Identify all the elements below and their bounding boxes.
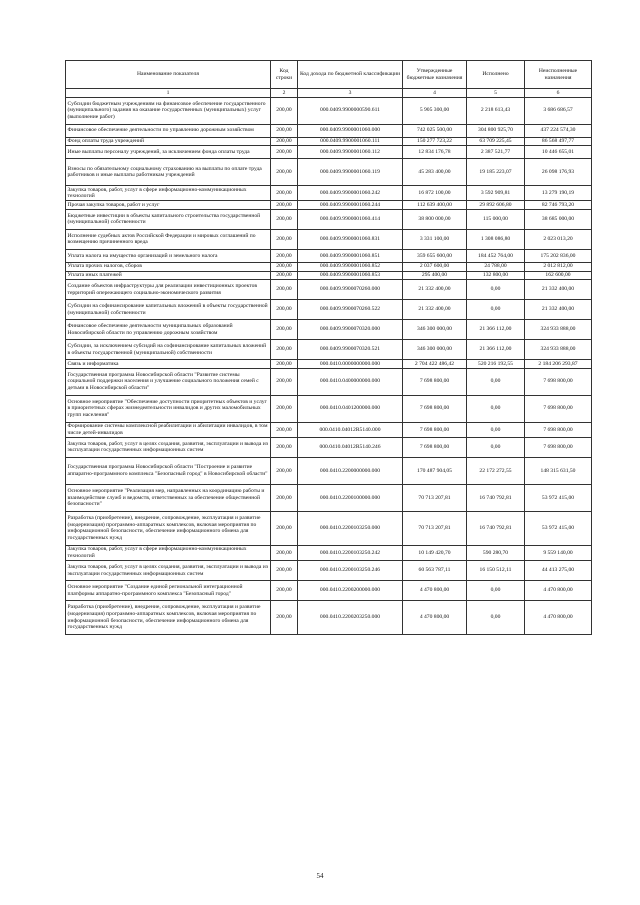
row-executed-cell: 115 000,00 [467, 209, 525, 229]
table-row [66, 457, 592, 484]
header-indicator-name: Наименование показателя [66, 61, 271, 89]
index-cell: 2 [271, 89, 298, 98]
row-income-code-cell: 000.0409.9900001060.112 [298, 146, 403, 159]
row-executed-cell: 1 308 086,80 [467, 229, 525, 249]
row-approved-cell: 346 300 000,00 [403, 320, 467, 340]
row-income-code-cell: 000.0410.2200103250.246 [298, 561, 403, 581]
row-line-code-cell: 200,00 [271, 229, 298, 249]
row-income-code-cell: 000.0410.2200000000.000 [298, 457, 403, 484]
row-approved-cell: 21 332 400,00 [403, 300, 467, 320]
row-name-cell: Бюджетные инвестиции в объекты капитального строительства государственной (муниципальной) собственности [66, 209, 271, 229]
table-row [66, 124, 592, 137]
row-approved-cell: 4 470 800,00 [403, 581, 467, 601]
row-income-code-cell: 000.0409.9900001060.852 [298, 262, 403, 271]
header-line-code: Код строки [271, 61, 298, 89]
row-name-cell: Уплата прочих налогов, сборов [66, 262, 271, 271]
row-approved-cell: 742 025 500,00 [403, 124, 467, 137]
row-name-cell: Государственная программа Новосибирской области "Развитие системы социальной поддержки населения и улучшение социального положения семей с детьми в Новосибирской области" [66, 368, 271, 395]
row-income-code-cell: 000.0410.2200100000.000 [298, 484, 403, 511]
row-line-code-cell: 200,00 [271, 262, 298, 271]
table-row [66, 368, 592, 395]
row-name-cell: Закупка товаров, работ, услуг в целях создания, развития, эксплуатации и вывода из эксплуатации государственных информационных систем [66, 561, 271, 581]
row-executed-cell: 0,00 [467, 581, 525, 601]
row-unexecuted-cell: 53 972 415,00 [525, 511, 592, 545]
page-number: 54 [316, 872, 324, 880]
row-income-code-cell: 000.0409.9900001060.851 [298, 249, 403, 262]
row-executed-cell: 0,00 [467, 437, 525, 457]
row-unexecuted-cell: 9 559 140,00 [525, 545, 592, 560]
row-approved-cell: 346 300 000,00 [403, 340, 467, 360]
row-unexecuted-cell: 2 012 812,00 [525, 262, 592, 271]
row-approved-cell: 5 905 300,00 [403, 97, 467, 124]
row-income-code-cell: 000.0410.04012R5140.000 [298, 422, 403, 437]
row-approved-cell: 7 698 800,00 [403, 368, 467, 395]
row-income-code-cell: 000.0410.2200103250.000 [298, 511, 403, 545]
row-executed-cell: 16 150 512,11 [467, 561, 525, 581]
row-income-code-cell: 000.0410.0401200000.000 [298, 395, 403, 422]
row-unexecuted-cell: 26 098 176,93 [525, 159, 592, 186]
header-approved: Утвержденные бюджетные назначения [403, 61, 467, 89]
row-name-cell: Разработка (приобретение), внедрение, сопровождение, эксплуатация и развитие (модернизация) программно-аппаратных комплексов, включая мероприятия по информационной безопасности, обеспечение информационного обмена для государственных нужд [66, 601, 271, 635]
row-unexecuted-cell: 162 600,00 [525, 271, 592, 280]
row-executed-cell: 63 709 225,45 [467, 137, 525, 146]
row-name-cell: Субсидии на софинансирование капитальных вложений в объекты государственной (муниципальной) собственности [66, 300, 271, 320]
row-approved-cell: 45 283 400,00 [403, 159, 467, 186]
table-row [66, 137, 592, 146]
row-line-code-cell: 200,00 [271, 601, 298, 635]
report-page [65, 60, 591, 635]
row-income-code-cell: 000.0410.0000000000.000 [298, 360, 403, 369]
row-income-code-cell: 000.0409.9900070260.000 [298, 280, 403, 300]
row-income-code-cell: 000.0410.2200103250.242 [298, 545, 403, 560]
row-line-code-cell: 200,00 [271, 340, 298, 360]
table-row [66, 340, 592, 360]
row-unexecuted-cell: 82 746 793,20 [525, 201, 592, 210]
row-unexecuted-cell: 7 698 800,00 [525, 395, 592, 422]
row-approved-cell: 10 149 420,70 [403, 545, 467, 560]
row-unexecuted-cell: 13 279 190,19 [525, 186, 592, 201]
row-approved-cell: 2 037 600,00 [403, 262, 467, 271]
row-unexecuted-cell: 148 315 631,50 [525, 457, 592, 484]
row-unexecuted-cell: 44 413 275,00 [525, 561, 592, 581]
row-executed-cell: 24 788,00 [467, 262, 525, 271]
budget-execution-table [65, 60, 592, 635]
row-executed-cell: 2 387 521,77 [467, 146, 525, 159]
row-executed-cell: 3 592 909,81 [467, 186, 525, 201]
row-approved-cell: 12 834 176,78 [403, 146, 467, 159]
row-executed-cell: 132 800,00 [467, 271, 525, 280]
row-income-code-cell: 000.0409.9900070320.521 [298, 340, 403, 360]
table-row [66, 360, 592, 369]
header-income-code: Код дохода по бюджетной классификации [298, 61, 403, 89]
row-executed-cell: 0,00 [467, 422, 525, 437]
table-row [66, 146, 592, 159]
row-income-code-cell: 000.0410.2200203250.000 [298, 601, 403, 635]
row-line-code-cell: 200,00 [271, 484, 298, 511]
row-line-code-cell: 200,00 [271, 159, 298, 186]
row-name-cell: Субсидии, за исключением субсидий на софинансирование капитальных вложений в объекты государственной (муниципальной) собственности [66, 340, 271, 360]
row-name-cell: Основное мероприятие "Обеспечение доступности приоритетных объектов и услуг в приоритетных сферах жизнедеятельности инвалидов и других маломобильных групп населения" [66, 395, 271, 422]
table-row [66, 249, 592, 262]
table-row [66, 97, 592, 124]
row-unexecuted-cell: 2 184 206 293,87 [525, 360, 592, 369]
row-name-cell: Закупка товаров, работ, услуг в сфере информационно-коммуникационных технологий [66, 186, 271, 201]
row-income-code-cell: 000.0409.9900001060.242 [298, 186, 403, 201]
index-cell: 4 [403, 89, 467, 98]
row-approved-cell: 7 698 800,00 [403, 437, 467, 457]
row-approved-cell: 3 331 100,00 [403, 229, 467, 249]
row-executed-cell: 2 218 613,43 [467, 97, 525, 124]
row-income-code-cell: 000.0409.9900001060.831 [298, 229, 403, 249]
row-executed-cell: 16 740 792,81 [467, 511, 525, 545]
table-index-row [66, 89, 592, 98]
table-row [66, 545, 592, 560]
row-executed-cell: 0,00 [467, 395, 525, 422]
table-row [66, 229, 592, 249]
row-name-cell: Основное мероприятие "Создание единой региональной интеграционной платформы аппаратно-программного комплекса "Безопасный город" [66, 581, 271, 601]
table-row [66, 186, 592, 201]
row-name-cell: Формирование системы комплексной реабилитации и абилитации инвалидов, в том числе детей-инвалидов [66, 422, 271, 437]
row-executed-cell: 184 452 764,00 [467, 249, 525, 262]
row-executed-cell: 590 280,70 [467, 545, 525, 560]
row-name-cell: Уплата иных платежей [66, 271, 271, 280]
table-row [66, 601, 592, 635]
header-executed: Исполнено [467, 61, 525, 89]
row-executed-cell: 21 366 112,00 [467, 320, 525, 340]
row-unexecuted-cell: 437 224 574,30 [525, 124, 592, 137]
row-approved-cell: 16 872 100,00 [403, 186, 467, 201]
row-name-cell: Связь и информатика [66, 360, 271, 369]
row-line-code-cell: 200,00 [271, 395, 298, 422]
row-approved-cell: 359 655 600,00 [403, 249, 467, 262]
row-line-code-cell: 200,00 [271, 249, 298, 262]
table-row [66, 484, 592, 511]
row-line-code-cell: 200,00 [271, 545, 298, 560]
row-name-cell: Иные выплаты персоналу учреждений, за исключением фонда оплаты труда [66, 146, 271, 159]
row-unexecuted-cell: 10 446 655,01 [525, 146, 592, 159]
row-approved-cell: 170 487 904,05 [403, 457, 467, 484]
row-unexecuted-cell: 7 698 800,00 [525, 368, 592, 395]
row-income-code-cell: 000.0409.9900001060.244 [298, 201, 403, 210]
row-approved-cell: 38 800 000,00 [403, 209, 467, 229]
index-cell: 1 [66, 89, 271, 98]
row-unexecuted-cell: 324 933 888,00 [525, 340, 592, 360]
row-approved-cell: 60 563 787,11 [403, 561, 467, 581]
table-row [66, 561, 592, 581]
row-line-code-cell: 200,00 [271, 360, 298, 369]
row-executed-cell: 0,00 [467, 280, 525, 300]
row-approved-cell: 7 698 800,00 [403, 422, 467, 437]
row-approved-cell: 21 332 400,00 [403, 280, 467, 300]
row-name-cell: Субсидии бюджетным учреждениям на финансовое обеспечение государственного (муниципального) задания на оказание государственных (муниципальных) услуг (выполнение работ) [66, 97, 271, 124]
row-unexecuted-cell: 2 023 013,20 [525, 229, 592, 249]
index-cell: 3 [298, 89, 403, 98]
row-line-code-cell: 200,00 [271, 280, 298, 300]
row-approved-cell: 70 713 207,81 [403, 511, 467, 545]
row-executed-cell: 0,00 [467, 300, 525, 320]
table-row [66, 159, 592, 186]
row-line-code-cell: 200,00 [271, 146, 298, 159]
row-unexecuted-cell: 7 698 800,00 [525, 437, 592, 457]
row-executed-cell: 16 740 792,81 [467, 484, 525, 511]
row-executed-cell: 0,00 [467, 601, 525, 635]
row-approved-cell: 112 639 400,00 [403, 201, 467, 210]
table-row [66, 581, 592, 601]
row-unexecuted-cell: 324 933 888,00 [525, 320, 592, 340]
row-unexecuted-cell: 4 470 800,00 [525, 581, 592, 601]
row-line-code-cell: 200,00 [271, 368, 298, 395]
row-name-cell: Финансовое обеспечение деятельности по управлению дорожным хозяйством [66, 124, 271, 137]
row-unexecuted-cell: 7 698 800,00 [525, 422, 592, 437]
row-line-code-cell: 200,00 [271, 437, 298, 457]
row-unexecuted-cell: 53 972 415,00 [525, 484, 592, 511]
row-name-cell: Финансовое обеспечение деятельности муниципальных образований Новосибирской области по управлению дорожным хозяйством [66, 320, 271, 340]
row-executed-cell: 21 366 112,00 [467, 340, 525, 360]
table-row [66, 422, 592, 437]
row-income-code-cell: 000.0409.9900001060.853 [298, 271, 403, 280]
row-unexecuted-cell: 86 568 497,77 [525, 137, 592, 146]
index-cell: 6 [525, 89, 592, 98]
row-name-cell: Взносы по обязательному социальному страхованию на выплаты по оплате труда работников и иные выплаты работникам учреждений [66, 159, 271, 186]
row-name-cell: Уплата налога на имущество организаций и земельного налога [66, 249, 271, 262]
row-executed-cell: 19 185 223,07 [467, 159, 525, 186]
table-row [66, 300, 592, 320]
row-line-code-cell: 200,00 [271, 422, 298, 437]
row-name-cell: Прочая закупка товаров, работ и услуг [66, 201, 271, 210]
row-line-code-cell: 200,00 [271, 124, 298, 137]
row-executed-cell: 29 892 606,80 [467, 201, 525, 210]
row-executed-cell: 520 216 192,55 [467, 360, 525, 369]
row-income-code-cell: 000.0410.0400000000.000 [298, 368, 403, 395]
row-line-code-cell: 200,00 [271, 201, 298, 210]
row-name-cell: Исполнение судебных актов Российской Федерации и мировых соглашений по возмещению причиненного вреда [66, 229, 271, 249]
row-income-code-cell: 000.0409.9900001060.000 [298, 124, 403, 137]
row-approved-cell: 295 400,00 [403, 271, 467, 280]
table-row [66, 262, 592, 271]
row-executed-cell: 304 800 925,70 [467, 124, 525, 137]
row-line-code-cell: 200,00 [271, 561, 298, 581]
row-approved-cell: 150 277 723,22 [403, 137, 467, 146]
row-approved-cell: 70 713 207,81 [403, 484, 467, 511]
index-cell: 5 [467, 89, 525, 98]
row-line-code-cell: 200,00 [271, 320, 298, 340]
row-unexecuted-cell: 4 470 800,00 [525, 601, 592, 635]
table-row [66, 201, 592, 210]
row-income-code-cell: 000.0409.9900001060.119 [298, 159, 403, 186]
row-executed-cell: 0,00 [467, 368, 525, 395]
row-income-code-cell: 000.0409.9900000590.611 [298, 97, 403, 124]
row-unexecuted-cell: 38 685 000,00 [525, 209, 592, 229]
row-approved-cell: 2 704 422 486,42 [403, 360, 467, 369]
row-name-cell: Основное мероприятие "Реализация мер, направленных на координацию работы и взаимодействие служб и ведомств, ответственных за обеспечение общественной безопасности" [66, 484, 271, 511]
row-line-code-cell: 200,00 [271, 137, 298, 146]
row-name-cell: Государственная программа Новосибирской области "Построение и развитие аппаратно-программного комплекса "Безопасный город" в Новосибирской области" [66, 457, 271, 484]
table-row [66, 511, 592, 545]
row-name-cell: Закупка товаров, работ, услуг в сфере информационно-коммуникационных технологий [66, 545, 271, 560]
row-income-code-cell: 000.0409.9900070260.522 [298, 300, 403, 320]
row-income-code-cell: 000.0410.2200200000.000 [298, 581, 403, 601]
row-line-code-cell: 200,00 [271, 186, 298, 201]
row-unexecuted-cell: 3 686 686,57 [525, 97, 592, 124]
row-name-cell: Разработка (приобретение), внедрение, сопровождение, эксплуатация и развитие (модернизация) программно-аппаратных комплексов, включая мероприятия по информационной безопасности, обеспечение информационного обмена для государственных нужд [66, 511, 271, 545]
row-approved-cell: 7 698 800,00 [403, 395, 467, 422]
row-unexecuted-cell: 175 202 836,00 [525, 249, 592, 262]
table-body [66, 97, 592, 635]
table-row [66, 271, 592, 280]
row-name-cell: Фонд оплаты труда учреждений [66, 137, 271, 146]
row-line-code-cell: 200,00 [271, 581, 298, 601]
table-row [66, 437, 592, 457]
row-approved-cell: 4 470 800,00 [403, 601, 467, 635]
table-row [66, 209, 592, 229]
row-income-code-cell: 000.0410.04012R5140.246 [298, 437, 403, 457]
row-name-cell: Создание объектов инфраструктуры для реализации инвестиционных проектов территорий опережающего социально-экономического развития [66, 280, 271, 300]
row-unexecuted-cell: 21 332 400,00 [525, 280, 592, 300]
row-line-code-cell: 200,00 [271, 300, 298, 320]
header-unexecuted: Неисполненные назначения [525, 61, 592, 89]
row-unexecuted-cell: 21 332 400,00 [525, 300, 592, 320]
row-line-code-cell: 200,00 [271, 209, 298, 229]
row-income-code-cell: 000.0409.9900070320.000 [298, 320, 403, 340]
row-line-code-cell: 200,00 [271, 97, 298, 124]
row-line-code-cell: 200,00 [271, 457, 298, 484]
table-row [66, 395, 592, 422]
table-row [66, 320, 592, 340]
row-income-code-cell: 000.0409.9900001060.414 [298, 209, 403, 229]
row-name-cell: Закупка товаров, работ, услуг в целях создания, развития, эксплуатации и вывода из эксплуатации государственных информационных систем [66, 437, 271, 457]
row-line-code-cell: 200,00 [271, 271, 298, 280]
row-line-code-cell: 200,00 [271, 511, 298, 545]
table-header-row [66, 61, 592, 89]
row-executed-cell: 22 172 272,55 [467, 457, 525, 484]
table-row [66, 280, 592, 300]
row-income-code-cell: 000.0409.9900001060.111 [298, 137, 403, 146]
